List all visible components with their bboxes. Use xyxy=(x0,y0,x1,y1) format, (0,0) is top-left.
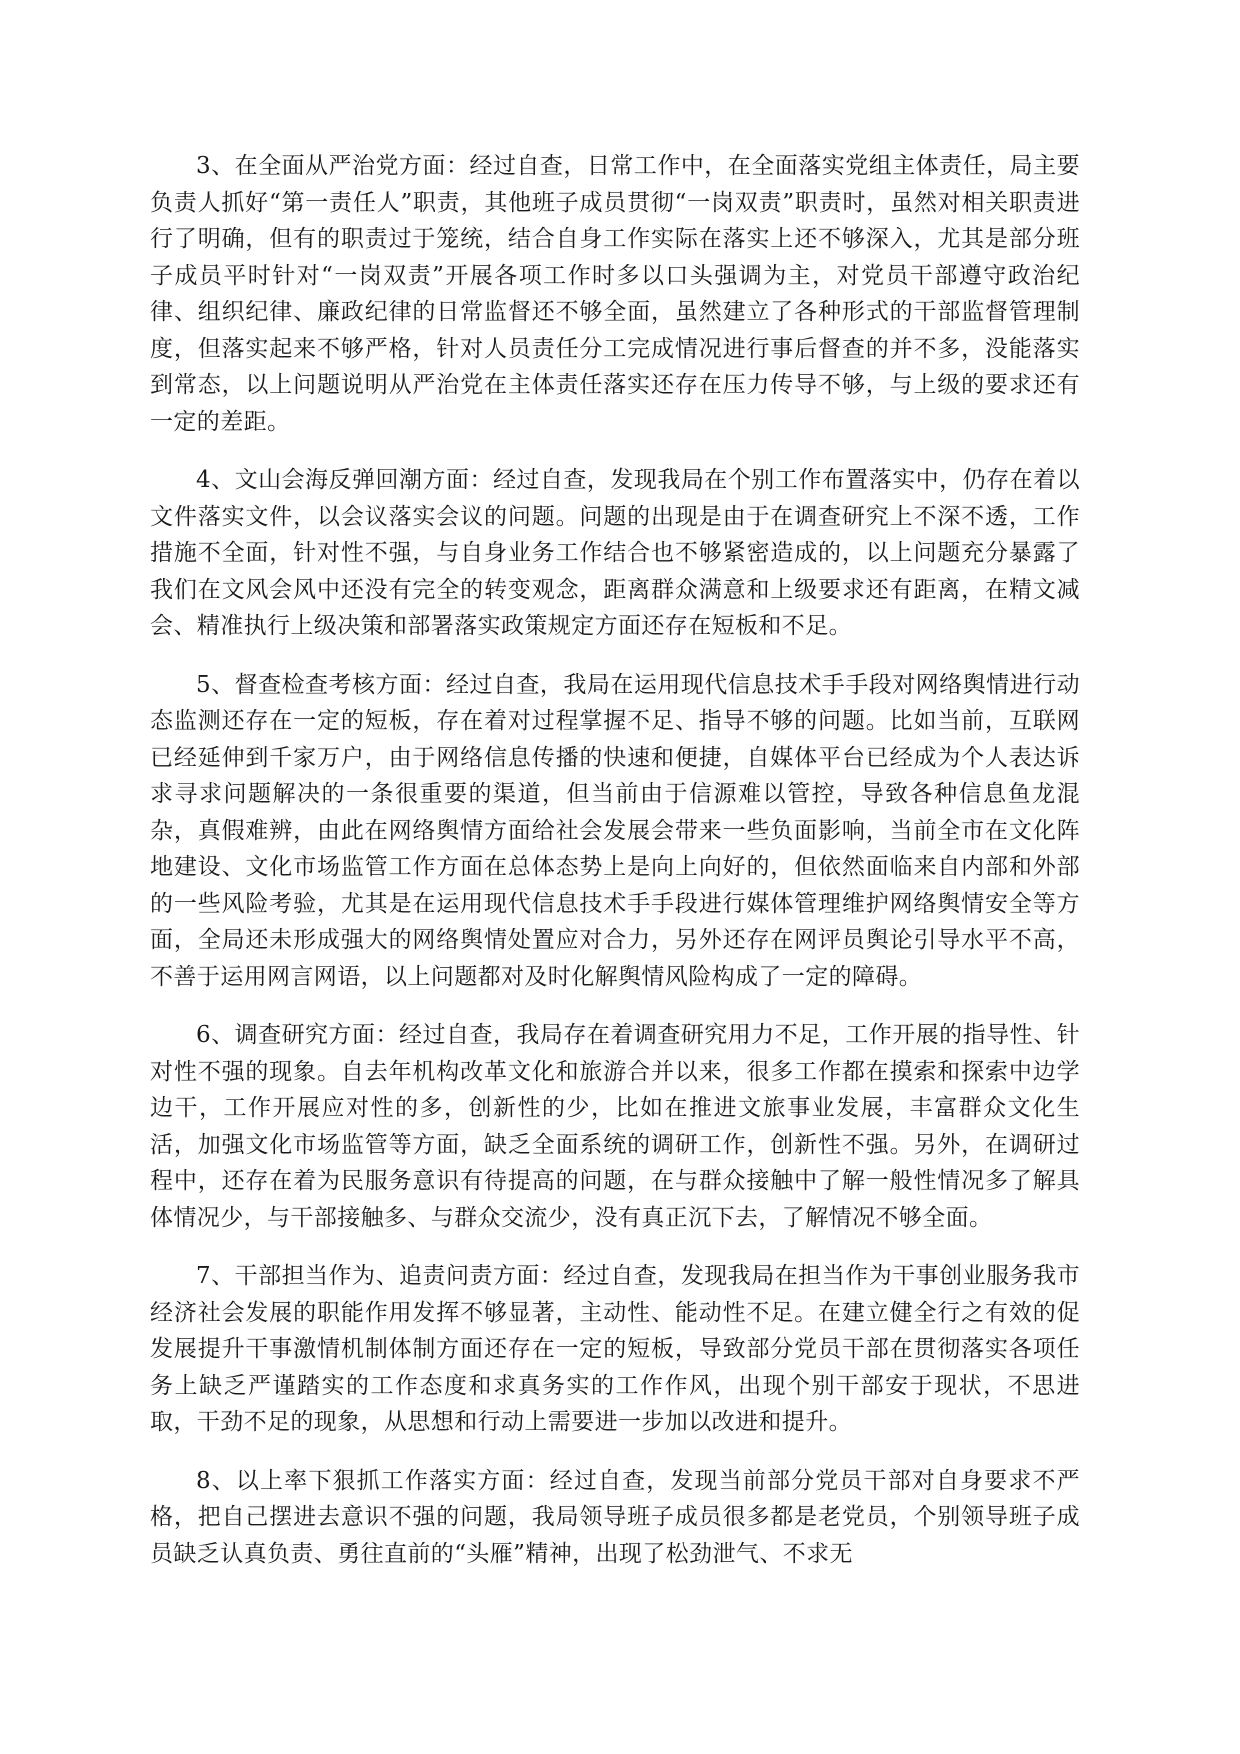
paragraph-6-investigation-research: 6、调查研究方面：经过自查，我局存在着调查研究用力不足，工作开展的指导性、针对性不强的现象。自去年机构改革文化和旅游合并以来，很多工作都在摸索和探索中边学边干，工作开展应对性的多，创新性的少，比如在推进文旅事业发展，丰富群众文化生活，加强文化市场监管等方面，缺乏全面系统的调研工作，创新性不强。另外，在调研过程中，还存在着为民服务意识有待提高的问题，在与群众接触中了解一般性情况多了解具体情况少，与干部接触多、与群众交流少，没有真正沉下去，了解情况不够全面。 xyxy=(150,1022,1080,1231)
document-body xyxy=(150,148,1080,1594)
paragraph-5-inspection-assessment: 5、督查检查考核方面：经过自查，我局在运用现代信息技术手手段对网络舆情进行动态监测还存在一定的短板，存在着对过程掌握不足、指导不够的问题。比如当前，互联网已经延伸到千家万户，由于网络信息传播的快速和便捷，自媒体平台已经成为个人表达诉求寻求问题解决的一条很重要的渠道，但当前由于信源难以管控，导致各种信息鱼龙混杂，真假难辨，由此在网络舆情方面给社会发展会带来一些负面影响，当前全市在文化阵地建设、文化市场监管工作方面在总体态势上是向上向好的，但依然面临来自内部和外部的一些风险考验，尤其是在运用现代信息技术手手段进行媒体管理维护网络舆情安全等方面，全局还未形成强大的网络舆情处置应对合力，另外还存在网评员舆论引导水平不高，不善于运用网言网语，以上问题都对及时化解舆情风险构成了一定的障碍。 xyxy=(150,671,1080,990)
paragraph-3-party-governance: 3、在全面从严治党方面：经过自查，日常工作中，在全面落实党组主体责任，局主要负责人抓好“第一责任人”职责，其他班子成员贯彻“一岗双责”职责时，虽然对相关职责进行了明确，但有的职责过于笼统，结合自身工作实际在落实上还不够深入，尤其是部分班子成员平时针对“一岗双责”开展各项工作时多以口头强调为主，对党员干部遵守政治纪律、组织纪律、廉政纪律的日常监督还不够全面，虽然建立了各种形式的干部监督管理制度，但落实起来不够严格，针对人员责任分工完成情况进行事后督查的并不多，没能落实到常态，以上问题说明从严治党在主体责任落实还存在压力传导不够，与上级的要求还有一定的差距。 xyxy=(150,153,1080,435)
paragraph-7-cadre-responsibility: 7、干部担当作为、追责问责方面：经过自查，发现我局在担当作为干事创业服务我市经济社会发展的职能作用发挥不够显著，主动性、能动性不足。在建立健全行之有效的促发展提升干事激情机制体制方面还存在一定的短板，导致部分党员干部在贯彻落实各项任务上缺乏严谨踏实的工作态度和求真务实的工作作风，出现个别干部安于现状，不思进取，干劲不足的现象，从思想和行动上需要进一步加以改进和提升。 xyxy=(150,1263,1080,1435)
paragraph-4-meetings-documents: 4、文山会海反弹回潮方面：经过自查，发现我局在个别工作布置落实中，仍存在着以文件落实文件，以会议落实会议的问题。问题的出现是由于在调查研究上不深不透，工作措施不全面，针对性不强，与自身业务工作结合也不够紧密造成的，以上问题充分暴露了我们在文风会风中还没有完全的转变观念，距离群众满意和上级要求还有距离，在精文减会、精准执行上级决策和部署落实政策规定方面还存在短板和不足。 xyxy=(150,467,1080,639)
paragraph-8-leading-by-example: 8、以上率下狠抓工作落实方面：经过自查，发现当前部分党员干部对自身要求不严格，把自己摆进去意识不强的问题，我局领导班子成员很多都是老党员，个别领导班子成员缺乏认真负责、勇往直前的“头雁”精神，出现了松劲泄气、不求无 xyxy=(150,1467,1080,1567)
